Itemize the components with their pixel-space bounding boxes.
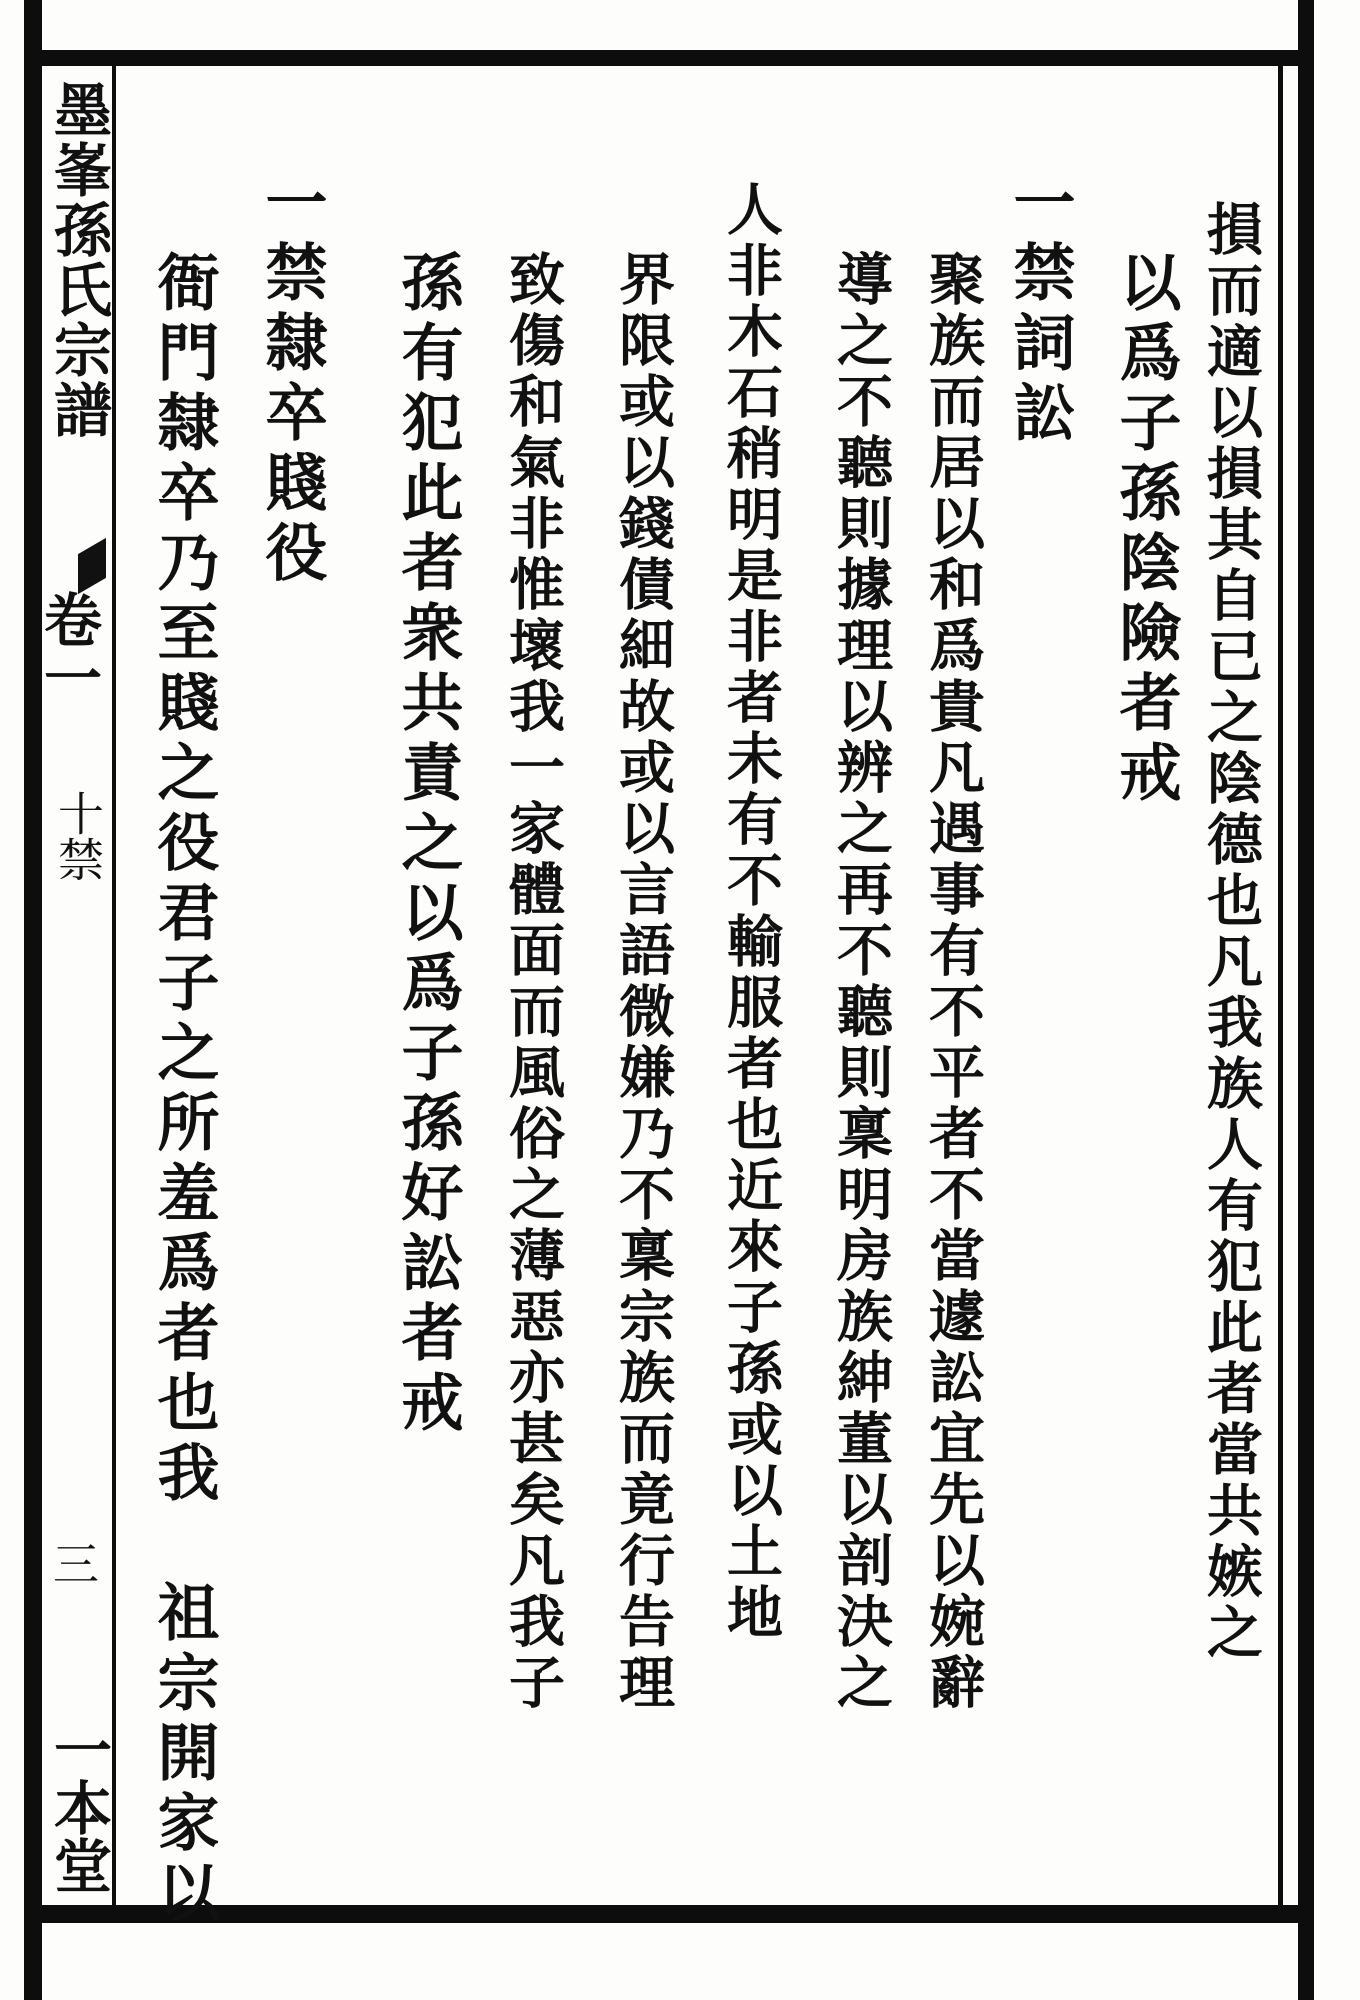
book-title: 墨峯孫氏宗譜 bbox=[44, 80, 112, 440]
block-margin bbox=[34, 70, 112, 1900]
text-column-1: 損而適以損其自已之陰德也凡我族人有犯此者當共嫉之 bbox=[1198, 200, 1264, 1664]
text-column-2: 以爲子孫陰險者戒 bbox=[1109, 250, 1182, 810]
text-column-7: 界限或以錢債細故或以言語微嫌乃不稟宗族而竟行告理 bbox=[610, 250, 676, 1714]
text-column-8: 致傷和氣非惟壞我一家體面而風俗之薄惡亦甚矣凡我子 bbox=[500, 250, 566, 1714]
volume-number: 卷一 bbox=[34, 590, 102, 706]
right-inner-border bbox=[1278, 66, 1283, 1906]
section-heading-lawsuits: 一禁詞訟 bbox=[1003, 170, 1076, 450]
hall-name: 一本堂 bbox=[44, 1720, 112, 1894]
text-column-11-raised: 祖宗開家以 bbox=[147, 1580, 220, 1930]
text-column-6: 人非木石稍明是非者未有不輸服者也近來子孫或以土地 bbox=[718, 180, 784, 1644]
left-inner-border bbox=[112, 66, 116, 1906]
top-border bbox=[36, 50, 1306, 66]
text-column-9: 孫有犯此者衆共責之以爲子孫好訟者戒 bbox=[391, 250, 464, 1440]
bottom-border bbox=[36, 1905, 1306, 1923]
text-column-5: 導之不聽則據理以辨之再不聽則稟明房族紳董以剖決之 bbox=[828, 250, 894, 1714]
section-name: 十禁 bbox=[51, 790, 105, 882]
fishtail-mark bbox=[78, 538, 106, 594]
page-number: 三 bbox=[46, 1540, 100, 1586]
text-column-4: 聚族而居以和爲貴凡遇事有不平者不當遽訟宜先以婉辭 bbox=[920, 250, 986, 1714]
text-column-11: 衙門隸卒乃至賤之役君子之所羞爲者也我 bbox=[147, 250, 220, 1510]
right-outer-border bbox=[1298, 0, 1314, 2000]
section-heading-servants: 一禁隸卒賤役 bbox=[255, 170, 328, 590]
